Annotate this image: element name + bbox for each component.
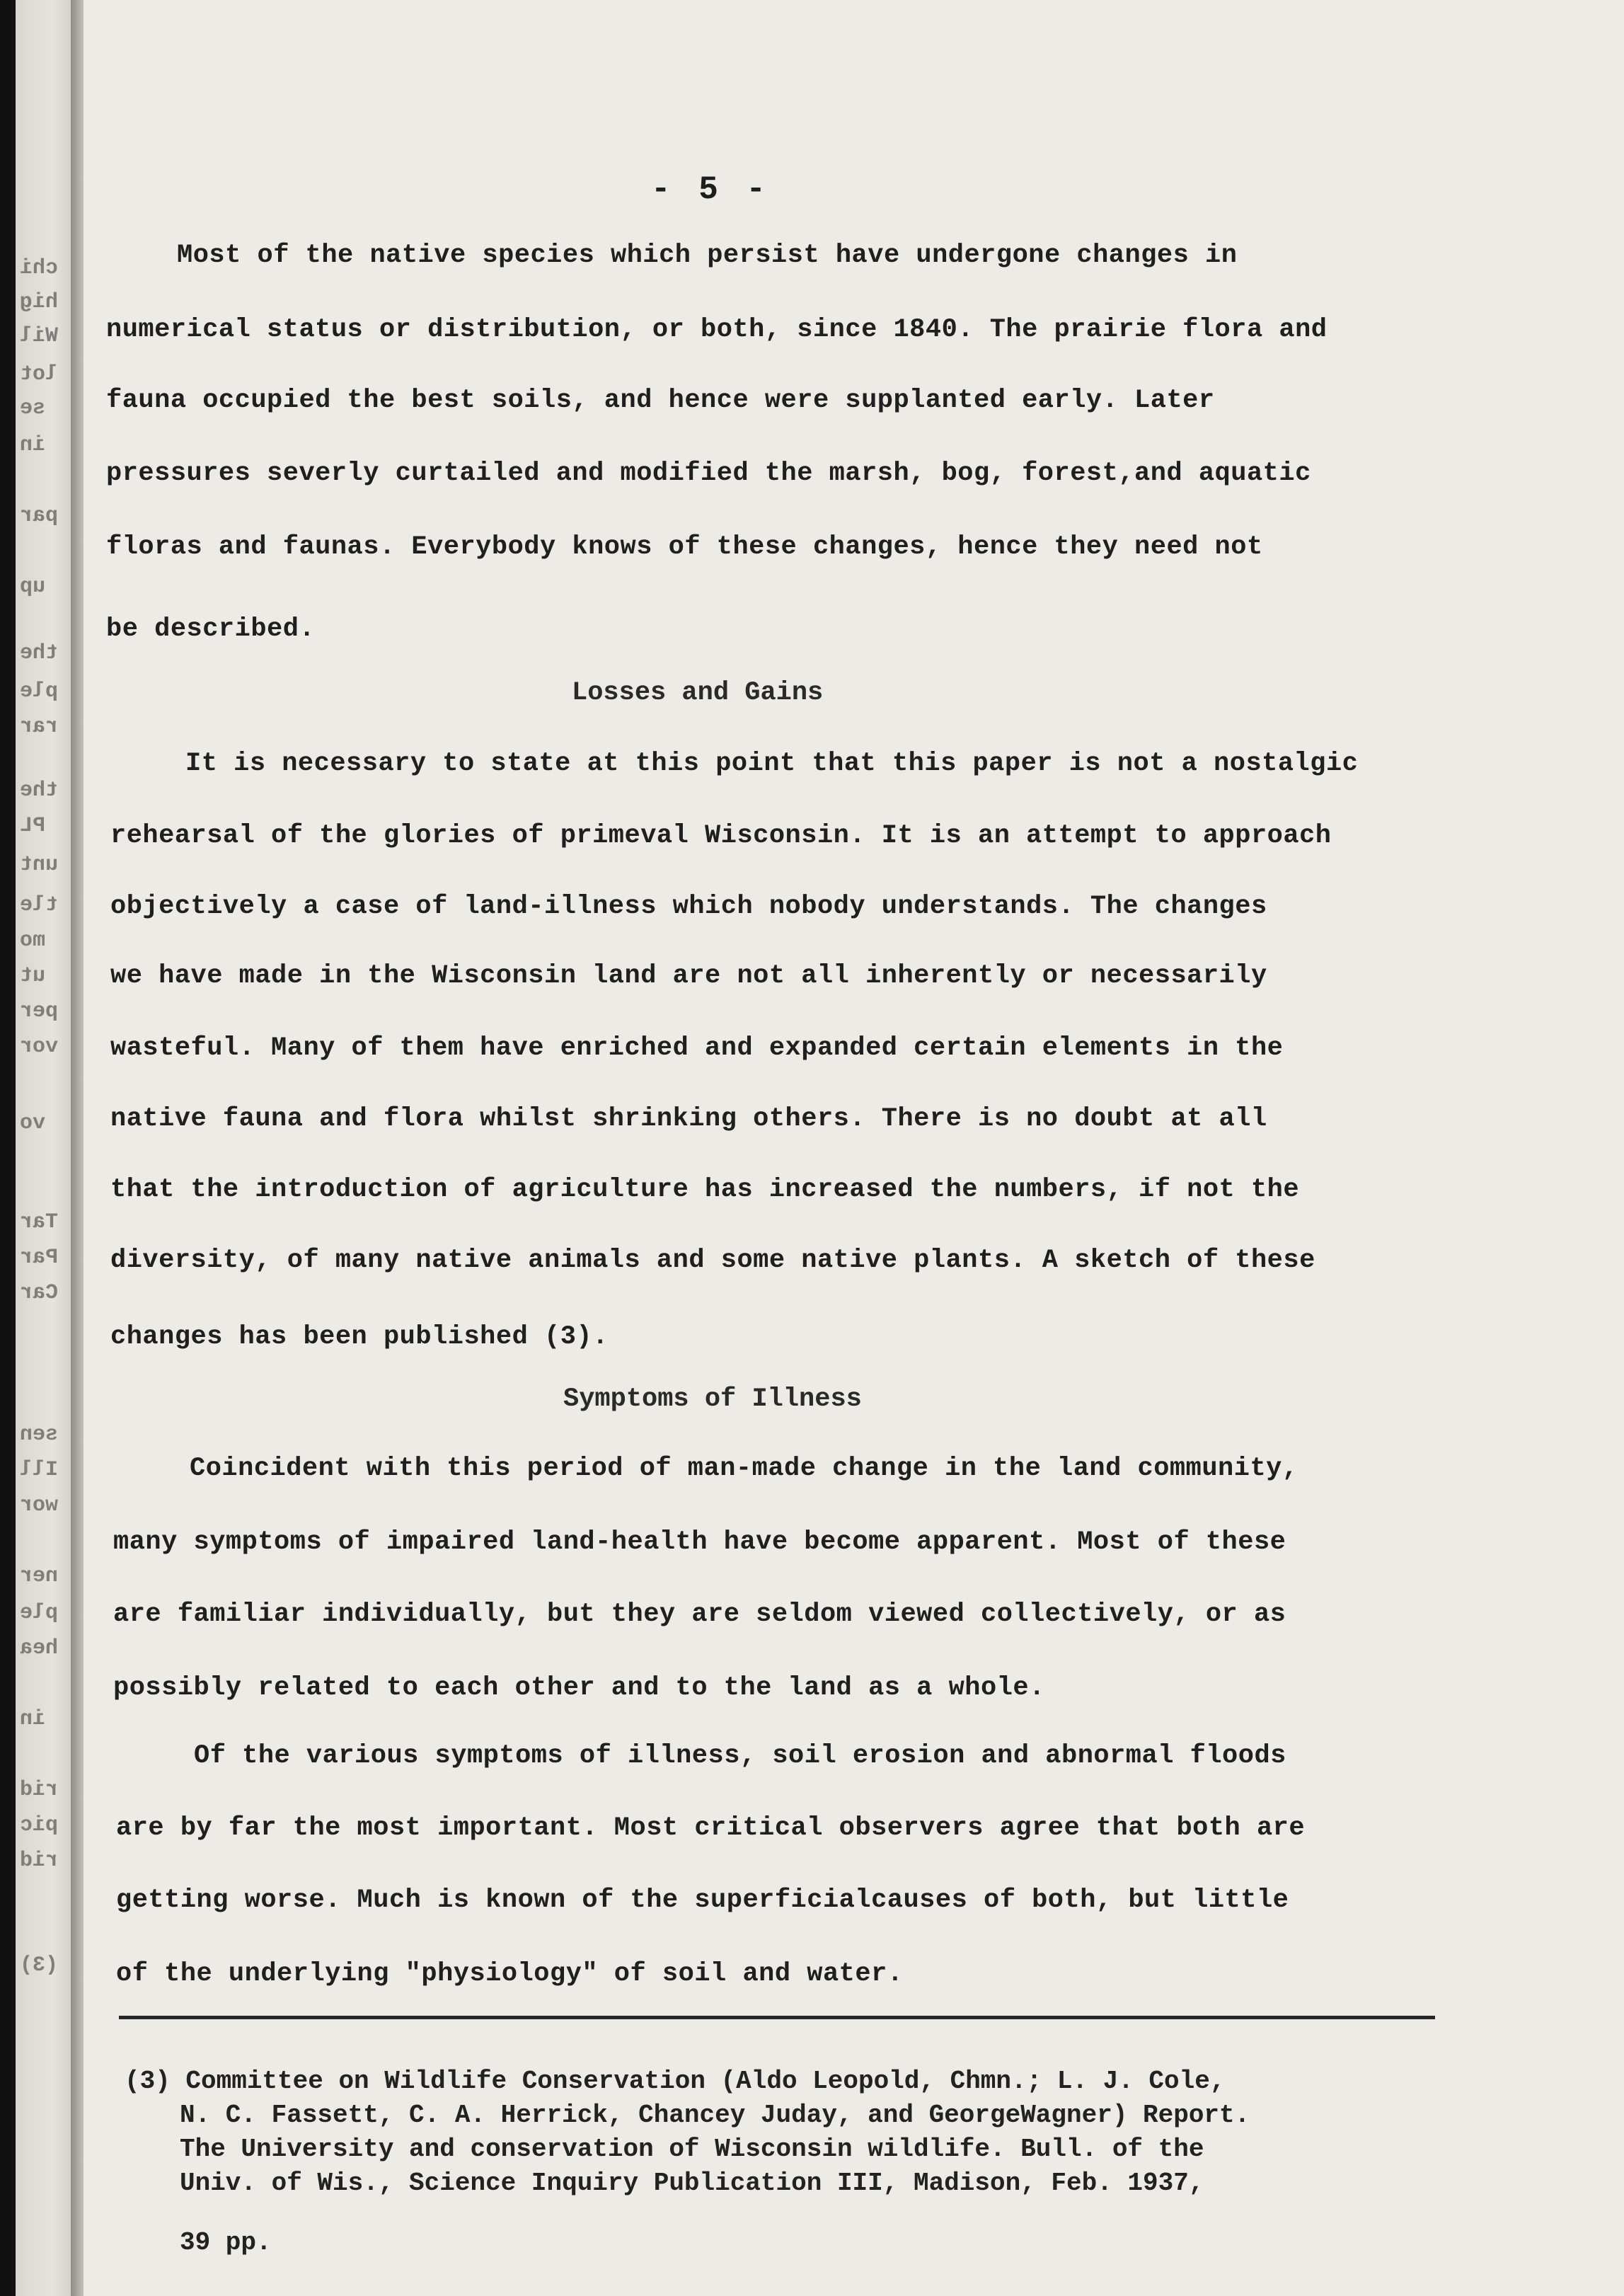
footnote-line-2: N. C. Fassett, C. A. Herrick, Chancey Juday, and GeorgeWagner) Report. xyxy=(180,2101,1250,2130)
bleed-fragment: in xyxy=(20,1707,46,1731)
para2-line-1: It is necessary to state at this point that this paper is not a nostalgic xyxy=(185,749,1359,779)
previous-page-sliver xyxy=(16,0,76,2296)
para3-line-2: many symptoms of impaired land-health have become apparent. Most of these xyxy=(113,1527,1286,1557)
para4-line-3: getting worse. Much is known of the superficialcauses of both, but little xyxy=(116,1885,1289,1915)
bleed-fragment: mo xyxy=(20,929,46,953)
bleed-fragment: sen xyxy=(20,1423,59,1447)
bleed-fragment: ner xyxy=(20,1564,59,1588)
bleed-fragment: hig xyxy=(20,290,59,314)
bleed-fragment: wor xyxy=(20,1493,59,1517)
bleed-fragment: lot xyxy=(20,362,59,386)
bleed-fragment: rid xyxy=(20,1849,59,1873)
bleed-fragment: vo xyxy=(20,1111,46,1135)
footnote-line-3: The University and conservation of Wisconsin wildlife. Bull. of the xyxy=(180,2135,1204,2164)
section-heading-losses-and-gains: Losses and Gains xyxy=(572,678,824,708)
scanner-edge xyxy=(0,0,16,2296)
para2-line-7: that the introduction of agriculture has increased the numbers, if not the xyxy=(110,1175,1300,1205)
para2-line-5: wasteful. Many of them have enriched and expanded certain elements in the xyxy=(110,1033,1284,1063)
page-number: - 5 - xyxy=(651,171,771,208)
bleed-fragment: Wil xyxy=(20,324,59,348)
bleed-fragment: the xyxy=(20,779,59,803)
para1-line-4: pressures severly curtailed and modified the marsh, bog, forest,and aquatic xyxy=(106,459,1311,488)
bleed-fragment: rid xyxy=(20,1778,59,1802)
bleed-fragment: ple xyxy=(20,679,59,704)
footnote-line-4: Univ. of Wis., Science Inquiry Publication III, Madison, Feb. 1937, xyxy=(180,2169,1204,2198)
footnote-separator-rule xyxy=(119,2016,1435,2019)
bleed-fragment: ple xyxy=(20,1601,59,1625)
section-heading-symptoms-of-illness: Symptoms of Illness xyxy=(563,1384,862,1414)
bleed-fragment: hea xyxy=(20,1636,59,1660)
para4-line-4: of the underlying "physiology" of soil and water. xyxy=(116,1959,904,1989)
bleed-fragment: Ill xyxy=(20,1458,59,1482)
bleed-fragment: rar xyxy=(20,715,59,739)
bleed-fragment: ut xyxy=(20,964,46,988)
bleed-fragment: up xyxy=(20,575,46,599)
para2-line-6: native fauna and flora whilst shrinking others. There is no doubt at all xyxy=(110,1104,1267,1134)
para3-line-4: possibly related to each other and to the land as a whole. xyxy=(113,1673,1045,1703)
bleed-fragment: chi xyxy=(20,256,59,280)
bleed-fragment: Car xyxy=(20,1281,59,1305)
para2-line-9: changes has been published (3). xyxy=(110,1322,609,1352)
bleed-fragment: tle xyxy=(20,893,59,917)
para1-line-2: numerical status or distribution, or both, since 1840. The prairie flora and xyxy=(106,315,1328,345)
para1-line-3: fauna occupied the best soils, and hence were supplanted early. Later xyxy=(106,386,1215,415)
para1-line-1: Most of the native species which persist have undergone changes in xyxy=(177,241,1238,270)
para4-line-1: Of the various symptoms of illness, soil erosion and abnormal floods xyxy=(194,1741,1286,1771)
para2-line-3: objectively a case of land-illness which nobody understands. The changes xyxy=(110,892,1267,922)
bleed-fragment: the xyxy=(20,641,59,665)
para4-line-2: are by far the most important. Most critical observers agree that both are xyxy=(116,1813,1306,1843)
para2-line-4: we have made in the Wisconsin land are not all inherently or necessarily xyxy=(110,961,1267,991)
book-gutter xyxy=(71,0,85,2296)
bleed-fragment: pic xyxy=(20,1813,59,1837)
bleed-fragment: se xyxy=(20,396,46,420)
bleed-fragment: unt xyxy=(20,853,59,877)
para3-line-1: Coincident with this period of man-made change in the land community, xyxy=(190,1454,1298,1483)
bleed-fragment: par xyxy=(20,504,59,528)
para2-line-8: diversity, of many native animals and some native plants. A sketch of these xyxy=(110,1246,1315,1275)
para1-line-6: be described. xyxy=(106,614,316,644)
bleed-fragment: PL xyxy=(20,814,46,838)
bleed-fragment: Tar xyxy=(20,1210,59,1234)
bleed-fragment: vor xyxy=(20,1035,59,1059)
para2-line-2: rehearsal of the glories of primeval Wisconsin. It is an attempt to approach xyxy=(110,821,1332,851)
bleed-fragment: in xyxy=(20,433,46,457)
bleed-fragment: per xyxy=(20,999,59,1023)
footnote-line-5: 39 pp. xyxy=(180,2228,272,2257)
footnote-line-1: (3) Committee on Wildlife Conservation (Aldo Leopold, Chmn.; L. J. Cole, xyxy=(125,2067,1226,2096)
bleed-fragment: (3) xyxy=(20,1953,59,1978)
bleed-fragment: Par xyxy=(20,1246,59,1270)
para3-line-3: are familiar individually, but they are seldom viewed collectively, or as xyxy=(113,1600,1286,1629)
para1-line-5: floras and faunas. Everybody knows of these changes, hence they need not xyxy=(106,532,1263,562)
